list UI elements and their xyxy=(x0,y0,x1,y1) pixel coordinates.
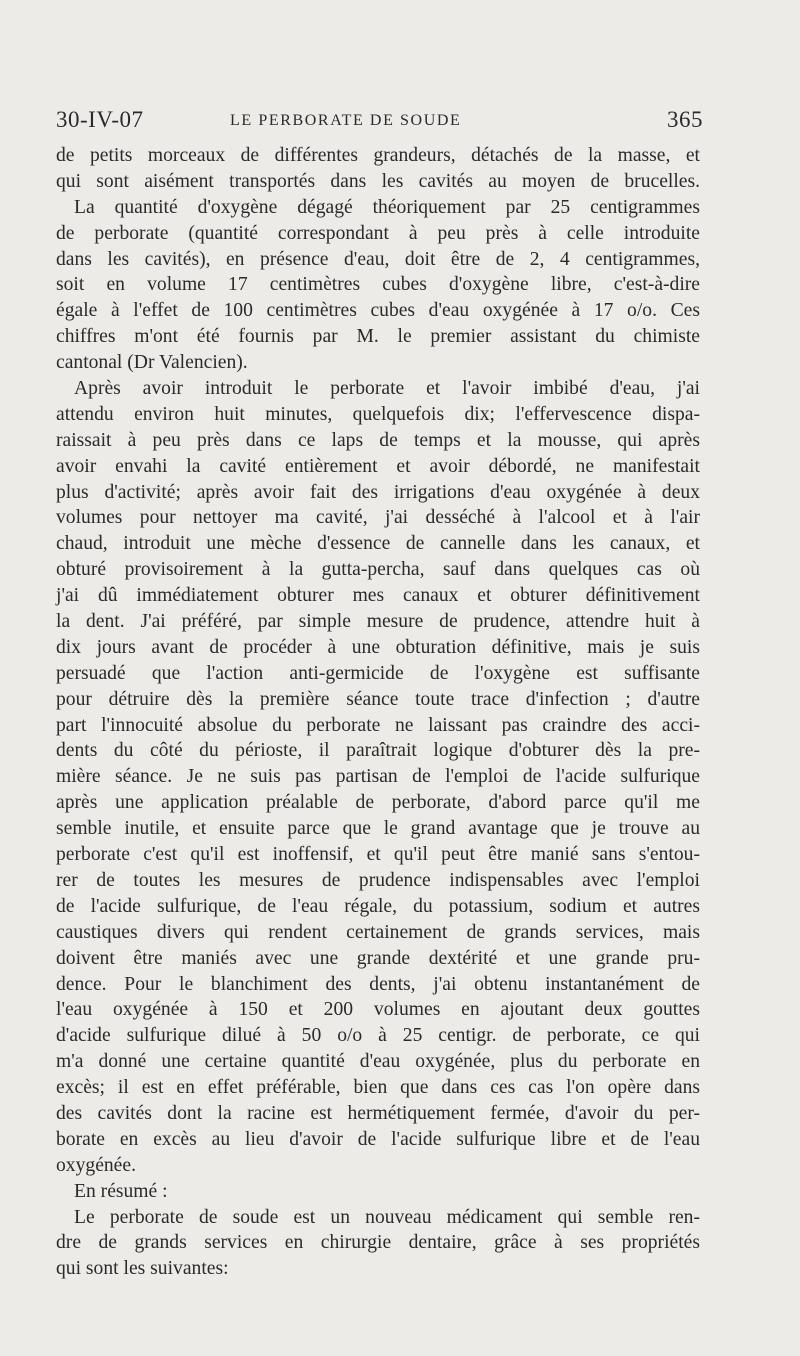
text-line: j'ai dû immédiatement obturer mes canaux et obturer définitivement xyxy=(56,585,700,607)
text-line: attendu environ huit minutes, quelquefois dix; l'effervescence dispa- xyxy=(56,403,700,425)
text-line: Après avoir introduit le perborate et l'avoir imbibé d'eau, j'ai xyxy=(74,378,700,400)
text-line: dence. Pour le blanchiment des dents, j'ai obtenu instantanément de xyxy=(56,973,700,995)
body-text xyxy=(56,143,700,1282)
text-line: chiffres m'ont été fournis par M. le premier assistant du chimiste xyxy=(56,326,700,348)
text-line: cantonal (Dr Valencien). xyxy=(56,352,248,374)
text-line: pour détruire dès la première séance toute trace d'infection ; d'autre xyxy=(56,688,700,710)
text-line: de l'acide sulfurique, de l'eau régale, du potassium, sodium et autres xyxy=(56,895,700,917)
text-line: soit en volume 17 centimètres cubes d'oxygène libre, c'est-à-dire xyxy=(56,274,700,296)
text-line: dents du côté du périoste, il paraîtrait logique d'obturer dès la pre- xyxy=(56,740,700,762)
text-line: excès; il est en effet préférable, bien que dans ces cas l'on opère dans xyxy=(56,1077,700,1099)
text-line: volumes pour nettoyer ma cavité, j'ai desséché à l'alcool et à l'air xyxy=(56,507,700,529)
text-line: après une application préalable de perborate, d'abord parce qu'il me xyxy=(56,792,700,814)
text-line: doivent être maniés avec une grande dextérité et une grande pru- xyxy=(56,947,700,969)
running-header xyxy=(56,106,703,134)
text-line: part l'innocuité absolue du perborate ne laissant pas craindre des acci- xyxy=(56,714,700,736)
text-line: m'a donné une certaine quantité d'eau oxygénée, plus du perborate en xyxy=(56,1051,700,1073)
header-date: 30-IV-07 xyxy=(56,107,144,132)
text-line: semble inutile, et ensuite parce que le grand avantage que je trouve au xyxy=(56,818,700,840)
text-line: caustiques divers qui rendent certainement de grands services, mais xyxy=(56,921,700,943)
text-line: des cavités dont la racine est hermétiquement fermée, d'avoir du per- xyxy=(56,1102,700,1124)
text-line: l'eau oxygénée à 150 et 200 volumes en ajoutant deux gouttes xyxy=(56,999,700,1021)
text-line: la dent. J'ai préféré, par simple mesure de prudence, attendre huit à xyxy=(56,611,700,633)
text-line: dans les cavités), en présence d'eau, doit être de 2, 4 centigrammes, xyxy=(56,248,700,270)
text-line: Le perborate de soude est un nouveau médicament qui semble ren- xyxy=(74,1206,700,1228)
text-line: oxygénée. xyxy=(56,1154,136,1176)
text-line: plus d'activité; après avoir fait des irrigations d'eau oxygénée à deux xyxy=(56,481,700,503)
text-line: mière séance. Je ne suis pas partisan de l'emploi de l'acide sulfurique xyxy=(56,766,700,788)
text-line: obturé provisoirement à la gutta-percha, sauf dans quelques cas où xyxy=(56,559,700,581)
text-line: avoir envahi la cavité entièrement et avoir débordé, ne manifestait xyxy=(56,455,700,477)
text-line: dix jours avant de procéder à une obturation définitive, mais je suis xyxy=(56,636,700,658)
text-line: La quantité d'oxygène dégagé théoriquement par 25 centigrammes xyxy=(74,196,700,218)
page-number: 365 xyxy=(667,107,703,132)
text-line: dre de grands services en chirurgie dentaire, grâce à ses propriétés xyxy=(56,1232,700,1254)
text-line: En résumé : xyxy=(74,1180,168,1202)
text-line: égale à l'effet de 100 centimètres cubes d'eau oxygénée à 17 o/o. Ces xyxy=(56,300,700,322)
text-line: persuadé que l'action anti-germicide de l'oxygène est suffisante xyxy=(56,662,700,684)
header-title: LE PERBORATE DE SOUDE xyxy=(230,112,462,129)
text-line: rer de toutes les mesures de prudence indispensables avec l'emploi xyxy=(56,869,700,891)
text-line: chaud, introduit une mèche d'essence de cannelle dans les canaux, et xyxy=(56,533,700,555)
text-line: raissait à peu près dans ce laps de temps et la mousse, qui après xyxy=(56,429,700,451)
text-line: de perborate (quantité correspondant à peu près à celle introduite xyxy=(56,222,700,244)
text-line: qui sont les suivantes: xyxy=(56,1258,229,1280)
text-line: qui sont aisément transportés dans les cavités au moyen de brucelles. xyxy=(56,170,700,192)
text-line: perborate c'est qu'il est inoffensif, et qu'il peut être manié sans s'entou- xyxy=(56,844,700,866)
text-line: de petits morceaux de différentes grandeurs, détachés de la masse, et xyxy=(56,145,700,166)
text-line: d'acide sulfurique dilué à 50 o/o à 25 centigr. de perborate, ce qui xyxy=(56,1025,700,1047)
text-line: borate en excès au lieu d'avoir de l'acide sulfurique libre et de l'eau xyxy=(56,1128,700,1150)
